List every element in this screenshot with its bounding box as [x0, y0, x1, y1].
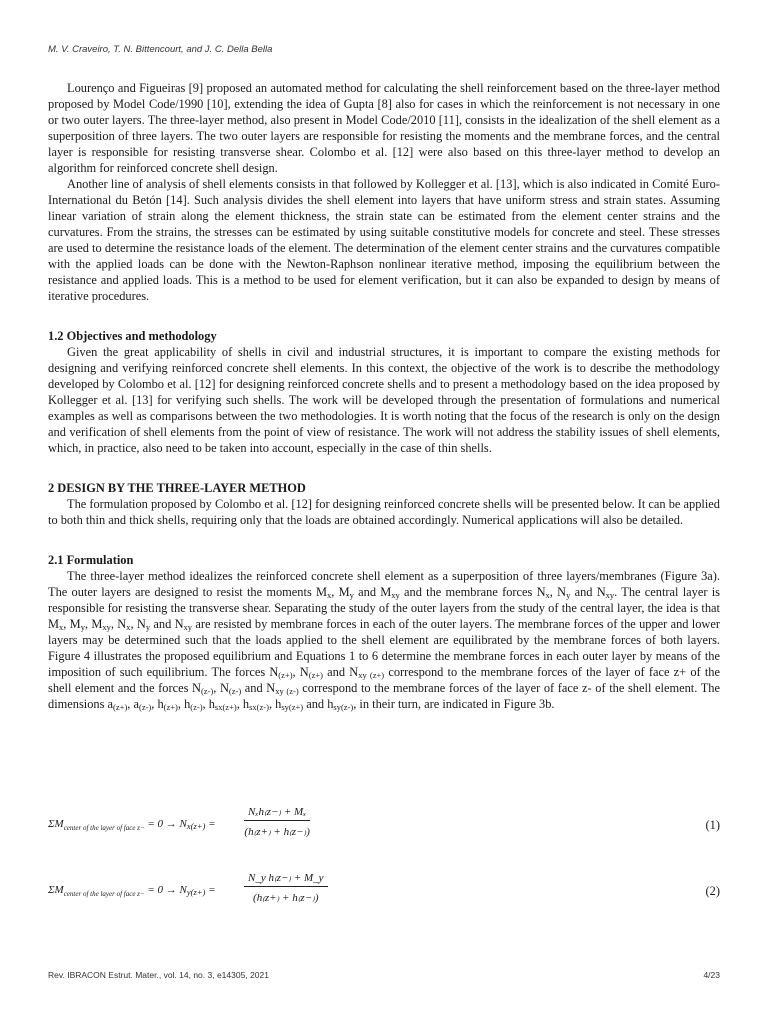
equation-fraction: [244, 804, 310, 841]
paragraph: The formulation proposed by Colombo et al. [12] for designing reinforced concrete shells will be presented below. It can be applied to both thin and thick shells, requiring only that the loads are obtained accordingly. Numerical applications will also be detailed.: [48, 497, 720, 527]
paragraph-formulation: The three-layer method idealizes the reinforced concrete shell element as a superposition of three layers/membranes (Figure 3a). The outer layers are designed to resist the moments $M_x$, $M_y$ and $M_{xy}$ and the membrane forces $N_x$, $N_y$ and $N_{xy}$. The central layer is responsible for resisting the transverse shear. Separating the study of the outer layers from the study of the central layer, the idea is that $M_x$, $M_y$, $M_{xy}$, $N_x$, $N_y$ and $N_{xy}$ are resisted by membrane forces in each of the outer layers. The membrane forces of the upper and lower layers may be determined such that the loads applied to the shell element are equilibrated by the membrane forces of both layers. Figure 4 illustrates the proposed equilibrium and Equations 1 to 6 determine the membrane forces in each outer layer by means of the imposition of such equilibrium. The forces $N_{(z+)}$, $N_{(z+)}$ and $N_{xy (z+)}$ correspond to the membrane forces of the layer of face z+ of the shell element and the forces $N_{(z-)}$, $N_{(z-)}$ and $N_{xy (z-)}$ correspond to the membrane forces of the layer of face z- of the shell element. The dimensions $a_{(z+)}$, $a_{(z-)}$, $h_{(z+)}$, $h_{(z-)}$, $h_{sx(z+)}$, $h_{sx(z-)}$, $h_{sy(z+)}$ and $h_{sy(z-)}$, in their turn, are indicated in Figure 3b.: [48, 569, 720, 712]
equation-numerator: N_y h₍z−₎ + M_y: [244, 870, 328, 887]
section-heading: 2.1 Formulation: [48, 553, 134, 567]
equation-denominator: (h₍z+₎ + h₍z−₎): [253, 892, 319, 904]
equation-number: (1): [705, 818, 720, 832]
paragraph: Another line of analysis of shell elements consists in that followed by Kollegger et al. [13], which is also indicated in Comité Euro-International du Betón [14]. Such analysis divides the shell element into layers that have uniform stress and strain states. Assuming linear variation of strain along the element thickness, the strain state can be estimated from the element center strains and the curvatures. From the strains, the stresses can be estimated by using suitable constitutive models for concrete and steel. These stresses are used to determine the resistance loads of the element. The determination of the element center strains and the curvatures compatible with the applied loads can be done with the Newton-Raphson nonlinear iterative method, imposing the equilibrium between the resistance and applied loads. This is a method to be used for element verification, but it can also be expanded to design by means of iterative procedures.: [48, 177, 720, 303]
equation-lhs: $\Sigma M_{center of the layer of face z-} = 0 \to N_{y(z+)}$ =: [48, 884, 216, 898]
equation-lhs: $\Sigma M_{center of the layer of face z-} = 0 \to N_{x(z+)}$ =: [48, 818, 216, 832]
equation-denominator: (h₍z+₎ + h₍z−₎): [244, 826, 310, 838]
body-text: [48, 80, 720, 712]
section-heading: 2 DESIGN BY THE THREE-LAYER METHOD: [48, 481, 306, 495]
equation-fraction: [244, 870, 328, 907]
equation-number: (2): [705, 884, 720, 898]
section-heading: 1.2 Objectives and methodology: [48, 329, 217, 343]
equation-1: [48, 804, 720, 852]
page-number: 4/23: [703, 970, 720, 980]
paragraph: Lourenço and Figueiras [9] proposed an automated method for calculating the shell reinforcement based on the three-layer method proposed by Model Code/1990 [10], extending the idea of Gupta [8] also for cases in which the reinforcement is not necessary in one or two outer layers. The three-layer method, also present in Model Code/2010 [11], consists in the idealization of the shell element as a superposition of three layers. The two outer layers are responsible for resisting the moments and the membrane forces, and the central layer is responsible for resisting transverse shear. Colombo et al. [12] were also based on this three-layer method to develop an algorithm for reinforced concrete shell design.: [48, 81, 720, 175]
equation-2: [48, 870, 720, 918]
footer-journal: Rev. IBRACON Estrut. Mater., vol. 14, no. 3, e14305, 2021: [48, 970, 269, 980]
equation-numerator: Nₓh₍z−₎ + Mₓ: [244, 804, 310, 821]
page-footer: [48, 970, 720, 980]
running-header: M. V. Craveiro, T. N. Bittencourt, and J. C. Della Bella: [48, 44, 273, 55]
paragraph: Given the great applicability of shells in civil and industrial structures, it is important to compare the existing methods for designing and verifying reinforced concrete shell elements. In this context, the objective of the work is to describe the methodology developed by Colombo et al. [12] for designing reinforced concrete shells and to present a methodology based on the idea proposed by Kollegger et al. [13] for verifying such shells. The work will be developed through the presentation of formulations and numerical examples as well as comparisons between the two methodologies. It is worth noting that the focus of the research is only on the design and verification of shell elements from the point of view of resistance. The work will not address the stability issues of shell elements, which, in practice, also need to be taken into account, especially in the case of thin shells.: [48, 345, 720, 455]
